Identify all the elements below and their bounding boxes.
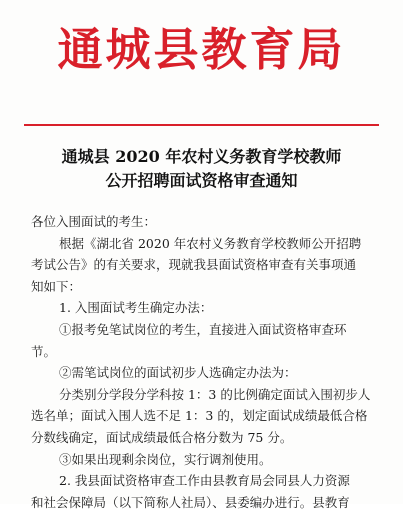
- body-line: 选名单；面试入围人选不足 1：3 的，划定面试成绩最低合格: [31, 408, 368, 424]
- section-heading-2: 2. 我县面试资格审查工作由县教育局会同县人力资源: [59, 473, 350, 489]
- body-line: 考试公告》的有关要求，现就我县面试资格审查有关事项通: [31, 257, 357, 273]
- body-line: 根据《湖北省 2020 年农村义务教育学校教师公开招聘: [59, 235, 362, 251]
- notice-body: [31, 211, 376, 513]
- body-line: 节。: [31, 343, 57, 359]
- salutation: 各位入围面试的考生：: [31, 214, 157, 229]
- masthead-title: 通城县教育局: [57, 23, 346, 76]
- notice-title-line-2: 公开招聘面试资格审查通知: [105, 171, 298, 190]
- notice-title: [0, 145, 403, 193]
- body-line: 和社会保障局（以下简称人社局）、县委编办进行。县教育: [31, 494, 350, 510]
- notice-title-line-1: 通城县 2020 年农村义务教育学校教师: [61, 147, 342, 166]
- body-line: 分数线确定，面试成绩最低合格分数为 75 分。: [31, 429, 293, 445]
- body-line: ③如果出现剩余岗位，实行调剂使用。: [59, 451, 272, 467]
- body-line: 知如下：: [31, 278, 82, 294]
- body-line: ②需笔试岗位的面试初步人选确定办法为：: [59, 365, 297, 381]
- red-divider-line: [24, 124, 379, 126]
- body-line: 分类别分学段分学科按 1：3 的比例确定面试入围初步人: [59, 386, 371, 402]
- section-heading-1: 1. 入围面试考生确定办法：: [59, 300, 213, 316]
- body-line: ①报考免笔试岗位的考生，直接进入面试资格审查环: [59, 321, 347, 337]
